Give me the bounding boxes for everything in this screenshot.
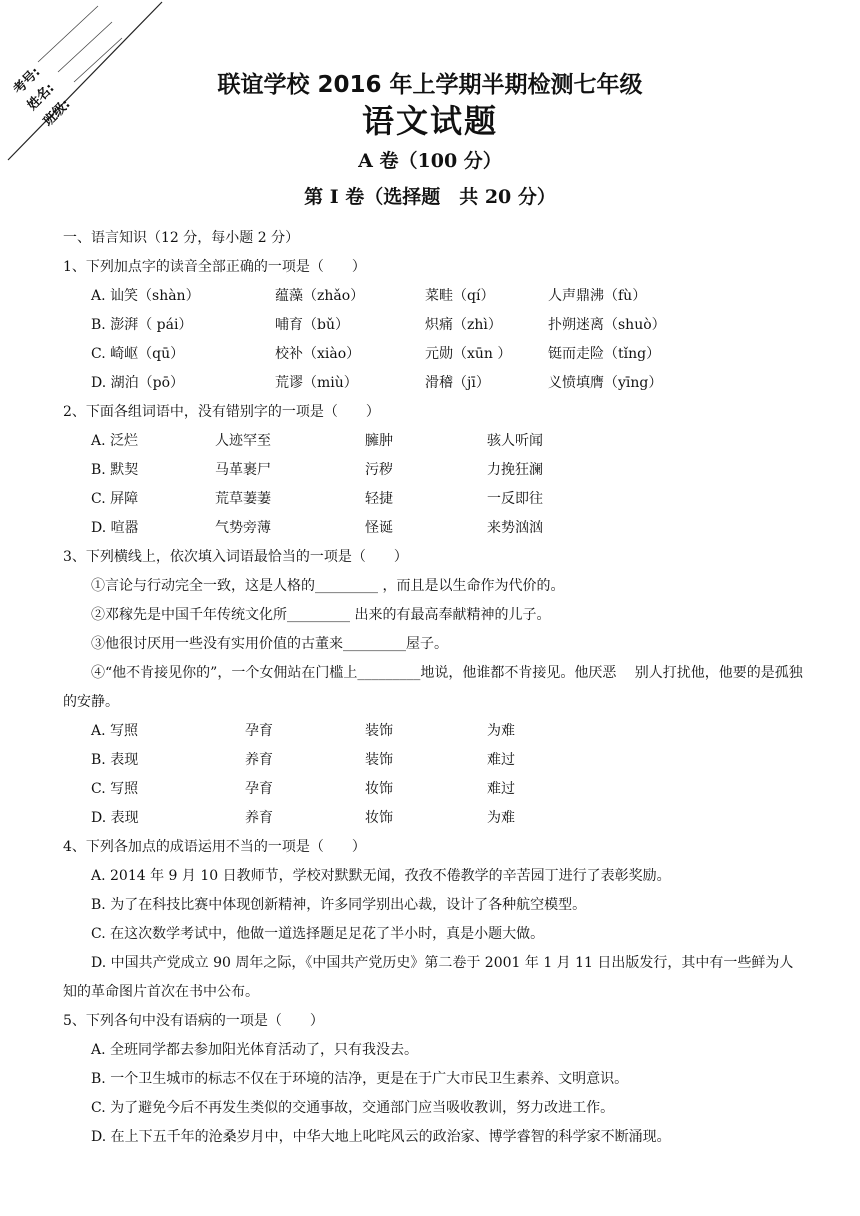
option-cell: 人迹罕至 [215, 433, 271, 449]
option-cell: 马革裹尸 [215, 462, 271, 478]
question-1-stem: 1、下列加点字的读音全部正确的一项是（ ） [63, 259, 366, 275]
option-cell: 一反即往 [487, 491, 543, 507]
option-cell: 蕴藻（zhǎo） [275, 288, 365, 304]
option-cell: 人声鼎沸（fù） [548, 288, 647, 304]
question-5-option-d: D. 在上下五千年的沧桑岁月中，中华大地上叱咤风云的政治家、博学睿智的科学家不断涌现。 [91, 1129, 671, 1145]
option-cell: 孕育 [245, 723, 273, 739]
question-5-option-c: C. 为了避免今后不再发生类似的交通事故，交通部门应当吸收教训，努力改进工作。 [91, 1100, 615, 1116]
option-cell: 妆饰 [365, 781, 393, 797]
option-cell: 荒谬（miù） [275, 375, 358, 391]
option-cell: 来势汹汹 [487, 520, 543, 536]
option-cell: A. 写照 [91, 723, 139, 739]
option-cell: 扑朔迷离（shuò） [548, 317, 666, 333]
question-5-option-b: B. 一个卫生城市的标志不仅在于环境的洁净，更是在于广大市民卫生素养、文明意识。 [91, 1071, 629, 1087]
option-cell: B. 表现 [91, 752, 139, 768]
option-cell: C. 崎岖（qū） [91, 346, 185, 362]
option-cell: A. 泛烂 [91, 433, 139, 449]
option-cell: 力挽狂澜 [487, 462, 543, 478]
option-cell: 校补（xiào） [275, 346, 361, 362]
question-3-stem: 3、下列横线上，依次填入词语最恰当的一项是（ ） [63, 549, 408, 565]
option-cell: 难过 [487, 781, 515, 797]
question-1-option-c [63, 340, 803, 369]
option-cell: 装饰 [365, 752, 393, 768]
question-5-stem: 5、下列各句中没有语病的一项是（ ） [63, 1013, 324, 1029]
option-cell: 臃肿 [365, 433, 393, 449]
option-cell: A. 讪笑（shàn） [91, 288, 200, 304]
exam-number-label: 考号: [10, 64, 44, 98]
option-cell: C. 写照 [91, 781, 139, 797]
question-2-option-a [63, 427, 803, 456]
question-2-option-d [63, 514, 803, 543]
option-cell: 装饰 [365, 723, 393, 739]
name-label: 姓名: [24, 80, 58, 114]
option-cell: 为难 [487, 810, 515, 826]
exam-content [63, 224, 803, 1152]
option-cell: D. 表现 [91, 810, 139, 826]
subject-title: 语文试题 [361, 102, 498, 140]
option-cell: 铤而走险（tǐng） [548, 346, 661, 362]
question-4-option-b: B. 为了在科技比赛中体现创新精神，许多同学别出心裁，设计了各种航空模型。 [91, 897, 587, 913]
option-cell: 元勋（xūn ） [425, 346, 512, 362]
option-cell: 哺育（bǔ） [275, 317, 349, 333]
option-cell: 养育 [245, 810, 273, 826]
option-cell: 污秽 [365, 462, 393, 478]
question-2-stem: 2、下面各组词语中，没有错别字的一项是（ ） [63, 404, 380, 420]
question-3-sentence-2: ②邓稼先是中国千年传统文化所_________ 出来的有最高奉献精神的儿子。 [91, 607, 551, 623]
question-4-option-d: D. 中国共产党成立 90 周年之际，《中国共产党历史》第二卷于 2001 年 1 月 11 日出版发行，其中有一些鲜为人知的革命图片首次在书中公布。 [63, 955, 794, 1000]
question-3-sentence-4: ④“他不肯接见你的”，一个女佣站在门槛上_________地说，他谁都不肯接见。他厌恶 别人打扰他，他要的是孤独的安静。 [63, 665, 803, 710]
part-one-title: 第 I 卷（选择题 共 20 分） [304, 186, 556, 208]
option-cell: D. 喧嚣 [91, 520, 139, 536]
option-cell: 养育 [245, 752, 273, 768]
question-4-option-c: C. 在这次数学考试中，他做一道选择题足足花了半小时，真是小题大做。 [91, 926, 545, 942]
option-cell: 炽痛（zhì） [425, 317, 502, 333]
question-2-option-c [63, 485, 803, 514]
option-cell: D. 湖泊（pō） [91, 375, 185, 391]
option-cell: 滑稽（jī） [425, 375, 490, 391]
question-3-option-a [63, 717, 803, 746]
paper-a-title: A 卷（100 分） [358, 150, 502, 172]
option-cell: B. 澎湃（ pái） [91, 317, 193, 333]
question-3-option-c [63, 775, 803, 804]
option-cell: 难过 [487, 752, 515, 768]
question-3-sentence-1: ①言论与行动完全一致，这是人格的_________ ，而且是以生命作为代价的。 [91, 578, 565, 594]
section-heading: 一、语言知识（12 分，每小题 2 分） [63, 230, 300, 246]
question-1-option-b [63, 311, 803, 340]
class-label: 班级: [40, 96, 74, 130]
option-cell: 气势旁薄 [215, 520, 271, 536]
option-cell: 轻捷 [365, 491, 393, 507]
question-4-stem: 4、下列各加点的成语运用不当的一项是（ ） [63, 839, 366, 855]
question-1-option-a [63, 282, 803, 311]
option-cell: 妆饰 [365, 810, 393, 826]
option-cell: 义愤填膺（yīng） [548, 375, 663, 391]
option-cell: 荒草萋萋 [215, 491, 271, 507]
option-cell: C. 屏障 [91, 491, 139, 507]
question-4-option-a: A. 2014 年 9 月 10 日教师节，学校对默默无闻，孜孜不倦教学的辛苦园丁进行了表彰奖励。 [91, 868, 671, 884]
question-3-sentence-3: ③他很讨厌用一些没有实用价值的古董来_________屋子。 [91, 636, 448, 652]
option-cell: 孕育 [245, 781, 273, 797]
question-1-option-d [63, 369, 803, 398]
option-cell: 怪诞 [365, 520, 393, 536]
exam-title: 联谊学校 2016 年上学期半期检测七年级 [217, 72, 643, 98]
option-cell: 菜畦（qí） [425, 288, 495, 304]
question-2-option-b [63, 456, 803, 485]
option-cell: 骇人听闻 [487, 433, 543, 449]
option-cell: B. 默契 [91, 462, 139, 478]
question-3-option-d [63, 804, 803, 833]
option-cell: 为难 [487, 723, 515, 739]
question-3-option-b [63, 746, 803, 775]
question-5-option-a: A. 全班同学都去参加阳光体育活动了，只有我没去。 [91, 1042, 419, 1058]
